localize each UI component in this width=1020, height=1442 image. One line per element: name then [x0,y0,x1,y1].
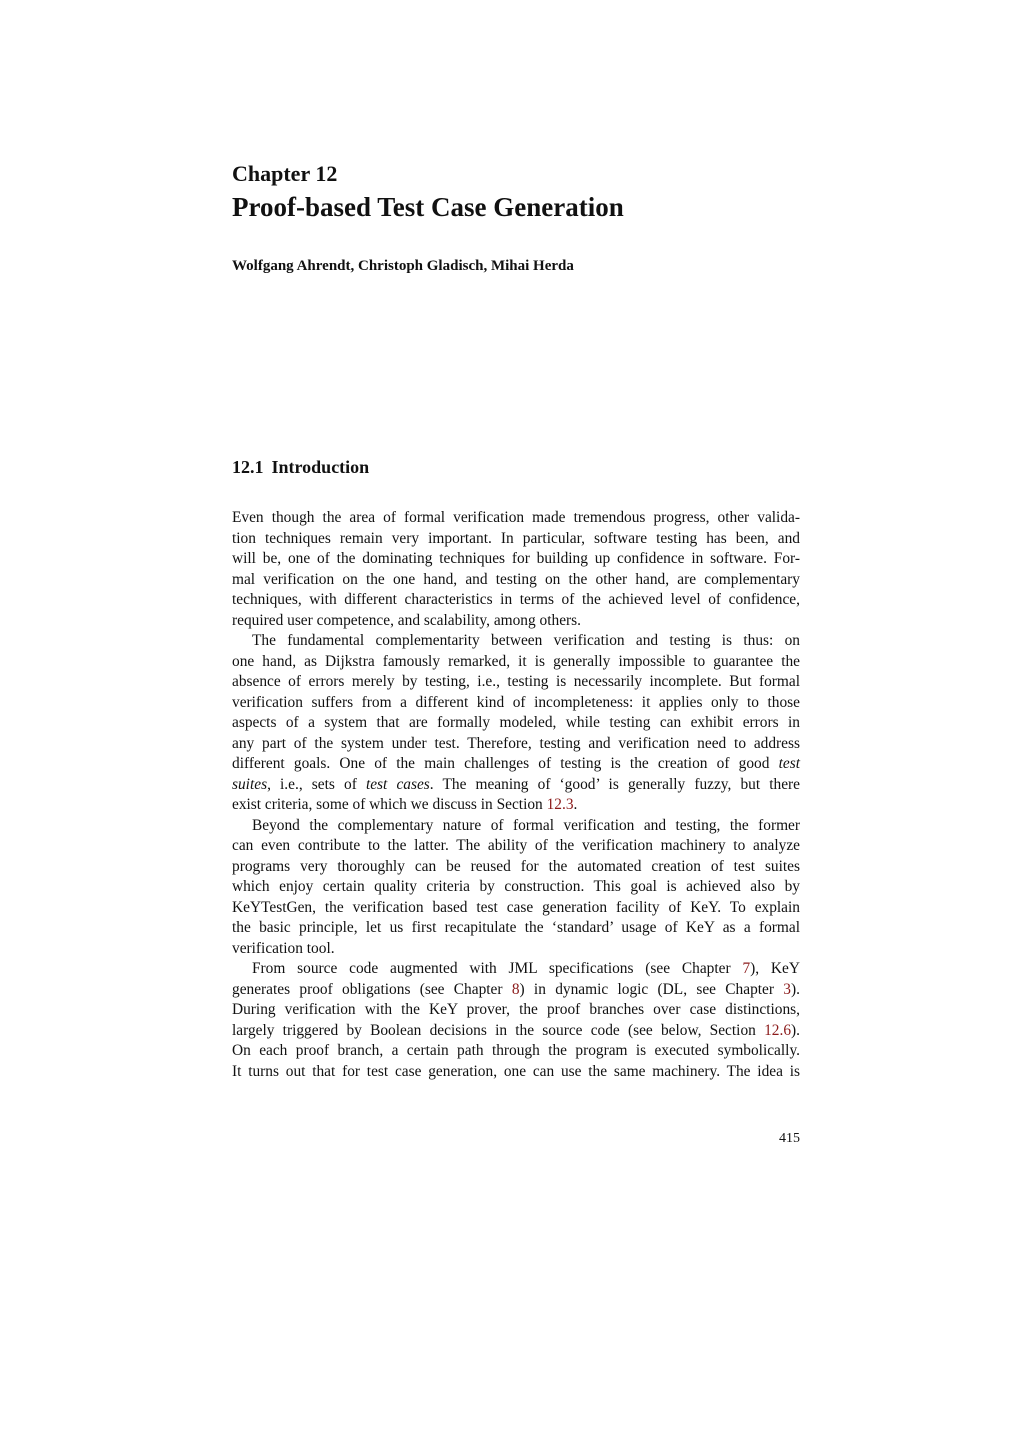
text-fragment: ), KeY [750,960,800,977]
paragraph-2-line [232,775,800,796]
paragraph-1-line: techniques, with different characteristics in terms of the achieved level of confidence, [232,591,800,608]
paragraph-1-line: required user competence, and scalability, among others. [232,611,582,629]
paragraph-4-line: On each proof branch, a certain path through the program is executed symbolically. [232,1042,800,1059]
chapter-authors: Wolfgang Ahrendt, Christoph Gladisch, Mihai Herda [232,258,574,274]
paragraph-4-line: During verification with the KeY prover, the proof branches over case distinctions, [232,1001,800,1018]
paragraph-1-line: will be, one of the dominating techniques for building up confidence in software. For- [232,550,800,567]
chapter-link[interactable]: 8 [511,980,520,998]
paragraph-2-line [232,795,800,816]
paragraph-4-line [232,1021,800,1042]
paragraph-2-line: aspects of a system that are formally modeled, while testing can exhibit errors in [232,714,800,731]
emphasis-term: test cases [365,775,430,793]
paragraph-2-line: absence of errors merely by testing, i.e., testing is necessarily incomplete. But formal [232,673,800,690]
chapter-link[interactable]: 3 [783,980,791,998]
paragraph-4-line: It turns out that for test case generation, one can use the same machinery. The idea is [232,1062,800,1080]
page-number: 415 [779,1131,800,1146]
text-fragment: exist criteria, some of which we discuss in Section [232,796,543,813]
text-fragment: , i.e., sets of [267,775,357,793]
chapter-title: Proof-based Test Case Generation [232,192,624,222]
text-fragment: different goals. One of the main challenges of testing is the creation of good [232,755,770,772]
chapter-label: Chapter 12 [232,161,338,186]
paragraph-3-line: programs very thoroughly can be reused for the automated creation of test suites [232,857,800,875]
text-fragment: ) in dynamic logic (DL, see Chapter [519,980,774,998]
text-fragment: largely triggered by Boolean decisions in the source code (see below, Section [232,1021,756,1039]
body-text [232,508,800,1082]
paragraph-2-line [232,754,800,775]
paragraph-1-line: mal verification on the one hand, and testing on the other hand, are complementary [232,570,800,588]
paragraph-1-line: Even though the area of formal verification made tremendous progress, other valida- [232,509,800,526]
text-fragment: . [573,796,578,813]
paragraph-3-line: verification tool. [232,939,335,957]
text-fragment: ). [791,1021,800,1039]
paragraph-2-line: any part of the system under test. Therefore, testing and verification need to address [232,734,800,752]
section-heading [232,455,369,479]
section-link[interactable]: 12.6 [764,1021,792,1039]
section-title: Introduction [271,457,370,477]
emphasis-term: test [778,755,800,772]
paragraph-3-line: which enjoy certain quality criteria by construction. This goal is achieved also by [232,878,800,895]
paragraph-3-line: the basic principle, let us first recapitulate the ‘standard’ usage of KeY as a formal [232,919,800,936]
text-fragment: generates proof obligations (see Chapter [232,980,503,998]
paragraph-3-line: can even contribute to the latter. The ability of the verification machinery to analyze [232,837,800,854]
text-fragment: From source code augmented with JML specifications (see Chapter [252,960,731,977]
paragraph-3-line: KeYTestGen, the verification based test case generation facility of KeY. To explain [232,898,800,916]
paragraph-2-line: one hand, as Dijkstra famously remarked, it is generally impossible to guarantee the [232,652,800,670]
paragraph-2-line: verification suffers from a different kind of incompleteness: it applies only to those [232,693,800,711]
section-link[interactable]: 12.3 [546,796,574,813]
emphasis-term: suites [232,775,268,793]
text-fragment: ). [791,980,800,998]
paragraph-1-line: tion techniques remain very important. In particular, software testing has been, and [232,529,800,547]
section-number: 12.1 [232,457,264,477]
text-fragment: . The meaning of ‘good’ is generally fuzzy, but there [429,775,800,793]
paragraph-3-line: Beyond the complementary nature of formal verification and testing, the former [252,816,800,834]
chapter-link[interactable]: 7 [742,960,751,977]
paragraph-4-line [232,980,800,1001]
paragraph-4-line [232,959,800,980]
paragraph-2-line: The fundamental complementarity between verification and testing is thus: on [252,632,800,649]
